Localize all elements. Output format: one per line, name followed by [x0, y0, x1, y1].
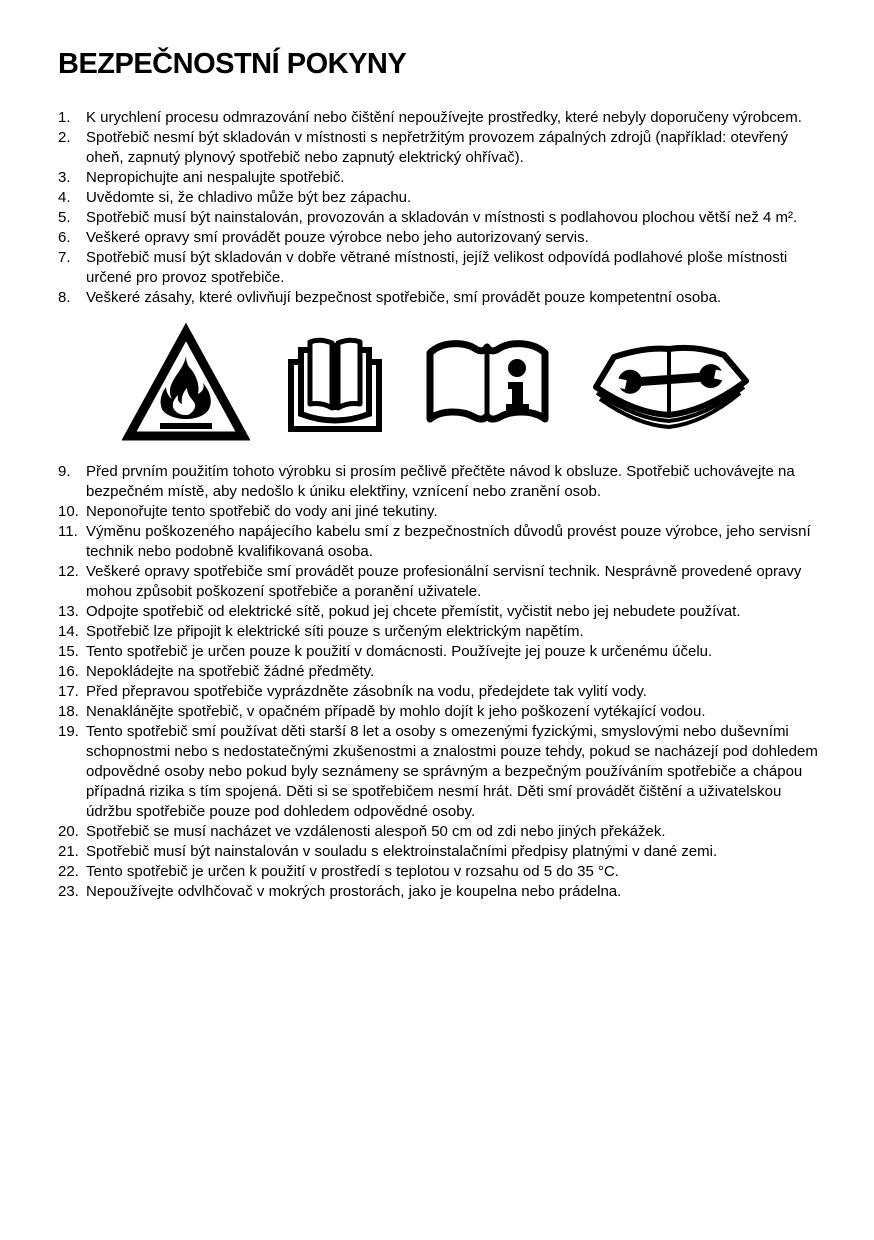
item-number: 2. [58, 129, 71, 146]
list-item [58, 602, 818, 622]
item-text: Spotřebič musí být skladován v dobře větrané místnosti, jejíž velikost odpovídá podlahové ploše místnosti určené pro provoz spotřebiče. [86, 249, 788, 286]
item-text: Nepropichujte ani nespalujte spotřebič. [86, 169, 345, 186]
item-text: Veškeré opravy smí provádět pouze výrobce nebo jeho autorizovaný servis. [86, 229, 589, 246]
item-text: Neponořujte tento spotřebič do vody ani jiné tekutiny. [86, 503, 438, 520]
item-text: Výměnu poškozeného napájecího kabelu smí z bezpečnostních důvodů provést pouze výrobce, jeho servisní technik nebo podobně kvalifikovaná osoba. [86, 523, 811, 560]
list-item [58, 168, 818, 188]
safety-list-part2 [58, 462, 818, 902]
service-wrench-manual-icon [584, 335, 754, 433]
item-text: Nepoužívejte odvlhčovač v mokrých prostorách, jako je koupelna nebo prádelna. [86, 883, 622, 900]
list-item [58, 702, 818, 722]
list-item [58, 682, 818, 702]
list-item [58, 822, 818, 842]
list-item [58, 248, 818, 288]
item-text: Před prvním použitím tohoto výrobku si prosím pečlivě přečtěte návod k obsluze. Spotřebič uchovávejte na bezpečném místě, aby nedošlo k úniku elektřiny, vznícení nebo zranění osob. [86, 463, 795, 500]
item-number: 11. [58, 523, 78, 540]
list-item [58, 622, 818, 642]
list-item [58, 562, 818, 602]
page-title: BEZPEČNOSTNÍ POKYNY [58, 48, 407, 80]
list-item [58, 228, 818, 248]
item-number: 8. [58, 289, 71, 306]
item-number: 13. [58, 603, 79, 620]
item-number: 19. [58, 723, 79, 740]
item-text: K urychlení procesu odmrazování nebo čištění nepoužívejte prostředky, které nebyly doporučeny výrobcem. [86, 109, 802, 126]
item-text: Tento spotřebič smí používat děti starší 8 let a osoby s omezenými fyzickými, smyslovými nebo duševními schopnostmi nebo s nedostatečnými zkušenostmi a znalostmi pouze tehdy, pokud se nacházejí pod dohledem odpovědné osoby nebo pokud byly seznámeny se správným a bezpečným používáním spotřebiče a chápou případná rizika s tím spojená. Děti si se spotřebičem nesmí hrát. Děti smí provádět čištění a uživatelskou údržbu spotřebiče pouze pod dohledem odpovědné osoby. [86, 723, 818, 820]
item-text: Nepokládejte na spotřebič žádné předměty. [86, 663, 375, 680]
item-number: 12. [58, 563, 79, 580]
list-item [58, 108, 818, 128]
item-number: 9. [58, 463, 71, 480]
item-text: Uvědomte si, že chladivo může být bez zápachu. [86, 189, 412, 206]
safety-list-part1 [58, 108, 818, 308]
item-number: 21. [58, 843, 79, 860]
flammable-warning-icon [122, 322, 250, 446]
item-number: 15. [58, 643, 79, 660]
item-text: Spotřebič nesmí být skladován v místnosti s nepřetržitým provozem zápalných zdrojů (například: otevřený oheň, zapnutý plynový spotřebič nebo zapnutý elektrický ohřívač). [86, 129, 788, 166]
list-item [58, 862, 818, 882]
list-item [58, 188, 818, 208]
item-text: Tento spotřebič je určen k použití v prostředí s teplotou v rozsahu od 5 do 35 °C. [86, 863, 619, 880]
item-text: Spotřebič musí být nainstalován v souladu s elektroinstalačními předpisy platnými v dané zemi. [86, 843, 718, 860]
item-text: Veškeré zásahy, které ovlivňují bezpečnost spotřebiče, smí provádět pouze kompetentní osoba. [86, 289, 722, 306]
item-text: Před přepravou spotřebiče vyprázdněte zásobník na vodu, předejdete tak vylití vody. [86, 683, 647, 700]
list-item [58, 842, 818, 862]
item-text: Spotřebič musí být nainstalován, provozován a skladován v místnosti s podlahovou plochou větší než 4 m². [86, 209, 798, 226]
list-item [58, 522, 818, 562]
item-number: 6. [58, 229, 71, 246]
list-item [58, 128, 818, 168]
open-book-manual-icon [279, 330, 391, 438]
list-item [58, 288, 818, 308]
warning-icons-row [58, 320, 818, 448]
list-item [58, 662, 818, 682]
item-text: Odpojte spotřebič od elektrické sítě, pokud jej chcete přemístit, vyčistit nebo jej nebudete používat. [86, 603, 741, 620]
read-instructions-info-icon [420, 331, 555, 437]
list-item [58, 722, 818, 822]
list-item [58, 208, 818, 228]
item-text: Spotřebič lze připojit k elektrické síti pouze s určeným elektrickým napětím. [86, 623, 584, 640]
item-number: 5. [58, 209, 71, 226]
list-item [58, 882, 818, 902]
item-number: 4. [58, 189, 71, 206]
item-number: 20. [58, 823, 79, 840]
item-number: 1. [58, 109, 71, 126]
item-number: 23. [58, 883, 79, 900]
item-text: Tento spotřebič je určen pouze k použití v domácnosti. Používejte jej pouze k určenému účelu. [86, 643, 713, 660]
item-text: Veškeré opravy spotřebiče smí provádět pouze profesionální servisní technik. Nesprávně provedené opravy mohou způsobit poškození spotřebiče a poranění uživatele. [86, 563, 802, 600]
item-number: 16. [58, 663, 79, 680]
item-text: Spotřebič se musí nacházet ve vzdálenosti alespoň 50 cm od zdi nebo jiných překážek. [86, 823, 666, 840]
item-number: 18. [58, 703, 79, 720]
list-item [58, 502, 818, 522]
item-text: Nenaklánějte spotřebič, v opačném případě by mohlo dojít k jeho poškození vytékající vodou. [86, 703, 706, 720]
list-item [58, 642, 818, 662]
item-number: 10. [58, 503, 79, 520]
item-number: 3. [58, 169, 71, 186]
item-number: 14. [58, 623, 79, 640]
item-number: 7. [58, 249, 71, 266]
item-number: 22. [58, 863, 79, 880]
list-item [58, 462, 818, 502]
item-number: 17. [58, 683, 79, 700]
